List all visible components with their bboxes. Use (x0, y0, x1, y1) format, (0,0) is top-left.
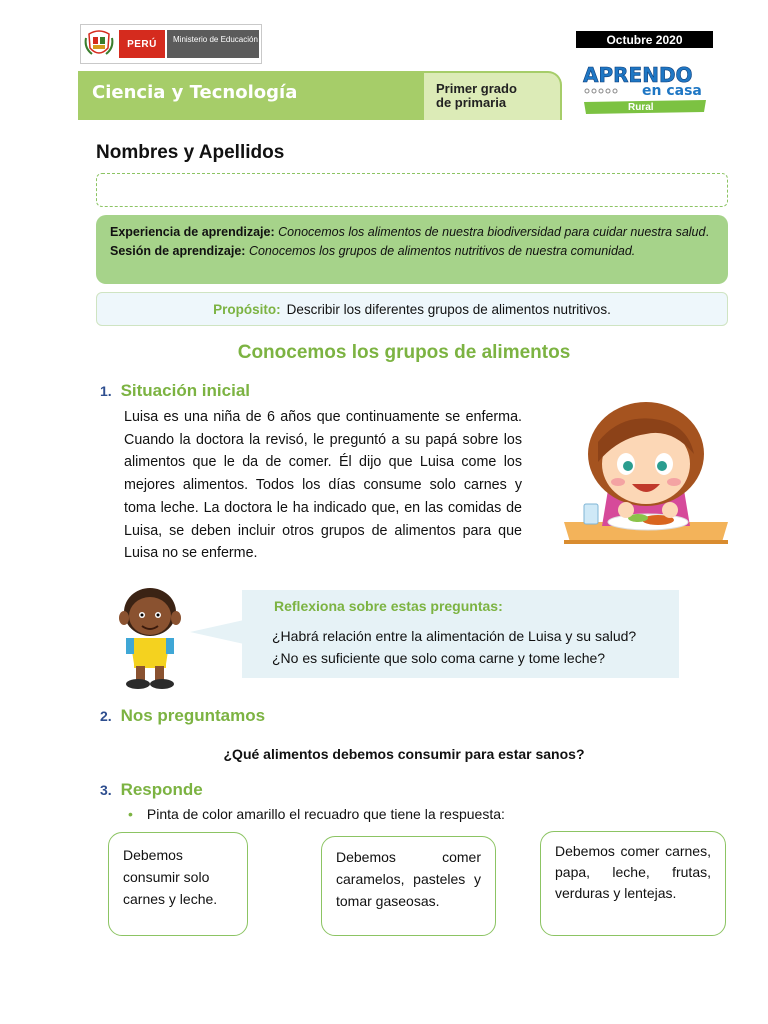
svg-text:Rural: Rural (628, 102, 654, 113)
session-line (110, 242, 714, 261)
grade-label-line1: Primer grado (436, 81, 517, 96)
experience-label: Experiencia de aprendizaje: (110, 225, 275, 239)
date-badge: Octubre 2020 (576, 31, 713, 48)
reflection-question-2: ¿No es suficiente que solo coma carne y tome leche? (272, 650, 606, 666)
experience-end: . (705, 225, 709, 239)
main-title: Conocemos los grupos de alimentos (237, 342, 571, 363)
name-input-field[interactable] (96, 173, 728, 207)
reflection-question-1: ¿Habrá relación entre la alimentación de Luisa y su salud? (272, 628, 637, 644)
answer-option-2[interactable]: Debemos comer caramelos, pasteles y tomar gaseosas. (321, 836, 496, 936)
purpose-label: Propósito: (213, 301, 281, 317)
story-paragraph: Luisa es una niña de 6 años que continuamente se enferma. Cuando la doctora la revisó, le preguntó a su papá sobre los alimentos que le da de comer. Él dijo que Luisa come los mejores alimentos. Todos los días consume solo carnes y toma leche. La doctora le ha indicado que, en las comidas de Luisa, se deben incluir otros grupos de alimentos para que Luisa no se enferme. (124, 409, 522, 562)
answer-option-1[interactable]: Debemos consumir solo carnes y leche. (108, 832, 248, 936)
section-title: Nos preguntamos (120, 706, 266, 725)
bullet-icon: • (128, 806, 133, 822)
coat-of-arms-icon (84, 28, 114, 60)
name-heading: Nombres y Apellidos (96, 142, 285, 163)
section-1-heading (100, 381, 250, 401)
section-number: 3. (100, 782, 112, 798)
section-3-heading (100, 780, 203, 800)
section-title: Situación inicial (120, 381, 250, 400)
experience-line (110, 223, 714, 242)
girl-eating-illustration (562, 398, 730, 550)
experience-text: Conocemos los alimentos de nuestra biodiversidad para cuidar nuestra salud (278, 225, 706, 239)
grade-label-line2: de primaria (436, 95, 507, 110)
guiding-question: ¿Qué alimentos debemos consumir para estar sanos? (223, 746, 585, 762)
aprendo-en-casa-logo (582, 62, 712, 117)
subject-title: Ciencia y Tecnología (92, 82, 298, 103)
section-title: Responde (120, 780, 203, 799)
purpose-box (96, 292, 728, 326)
experience-box (96, 215, 728, 284)
section-number: 2. (100, 708, 112, 724)
ministry-logo (80, 24, 262, 64)
section-2-heading (100, 706, 265, 726)
svg-text:APRENDO: APRENDO (583, 63, 693, 87)
reflection-title: Reflexiona sobre estas preguntas: (274, 598, 503, 614)
boy-illustration (104, 586, 196, 690)
purpose-text: Describir los diferentes grupos de alimentos nutritivos. (286, 301, 611, 317)
section-number: 1. (100, 383, 112, 399)
peru-label: PERÚ (119, 30, 165, 58)
svg-text:en casa: en casa (642, 83, 702, 99)
answer-option-3[interactable]: Debemos comer carnes, papa, leche, frutas, verduras y lentejas. (540, 831, 726, 936)
speech-bubble-pointer (190, 620, 244, 644)
ministry-label: Ministerio de Educación (167, 30, 259, 58)
session-text: Conocemos los grupos de alimentos nutritivos de nuestra comunidad. (248, 244, 636, 258)
instruction-text: Pinta de color amarillo el recuadro que tiene la respuesta: (146, 806, 505, 822)
session-label: Sesión de aprendizaje: (110, 244, 246, 258)
instruction-item (128, 806, 505, 822)
